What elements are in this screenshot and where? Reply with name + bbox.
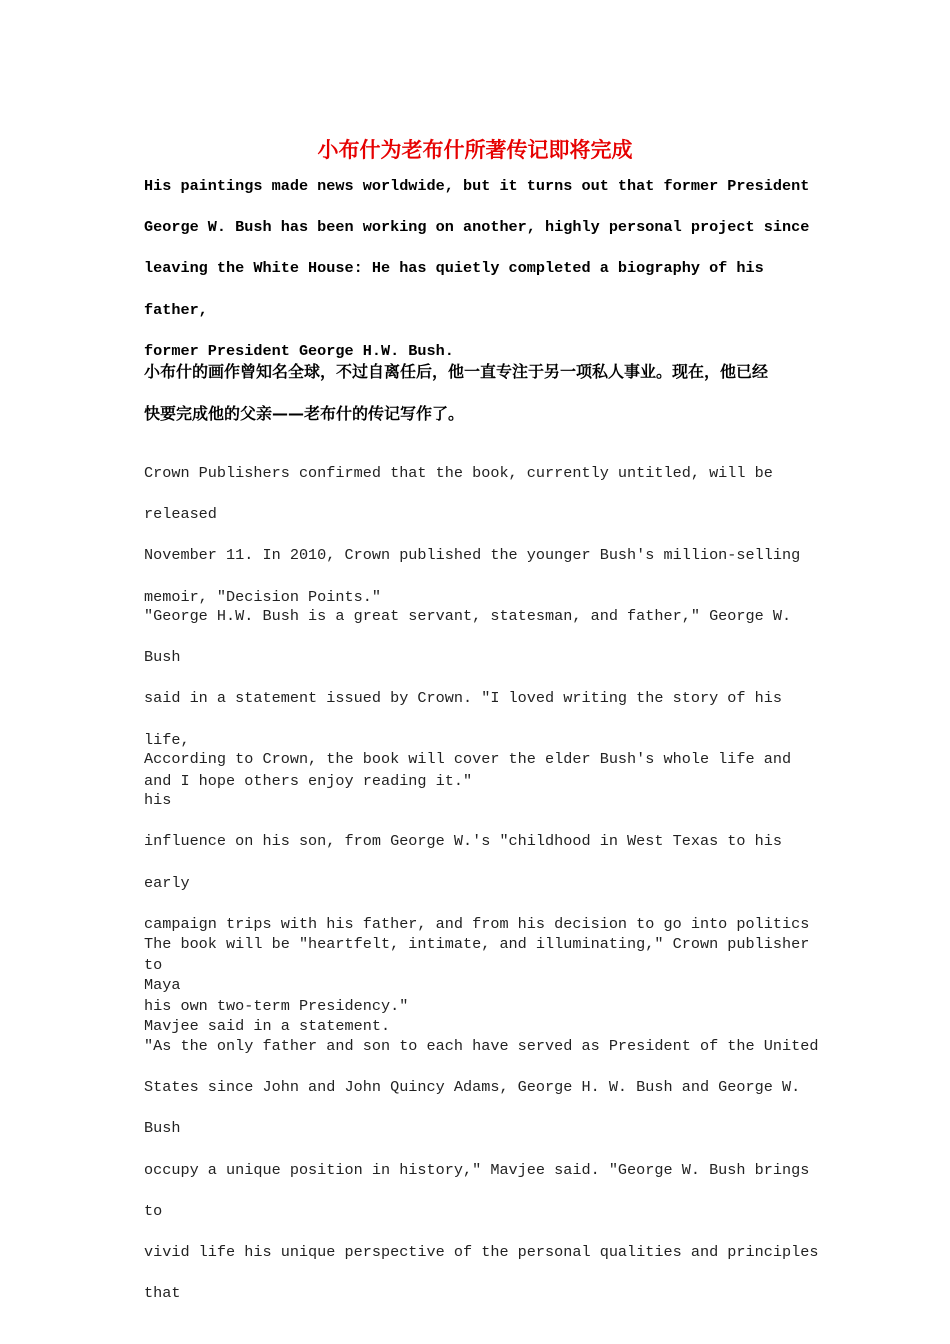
document-title: 小布什为老布什所著传记即将完成 <box>317 138 633 163</box>
paragraph-bush-quote: "George H.W. Bush is a great servant, statesman, and father," George W. Bush said in a statement issued by Crown. "I loved writing the story of his life, and I hope others enjoy reading it." <box>144 607 792 790</box>
paragraph-publisher-confirmation: Crown Publishers confirmed that the book, currently untitled, will be released November 11. In 2010, Crown published the younger Bush's million-selling memoir, "Decision Points." <box>144 464 801 606</box>
paragraph-book-coverage: According to Crown, the book will cover the elder Bush's whole life and his influence on his son, from George W.'s "childhood in West Texas to his early campaign trips with his father, and from his decision to go into politics to his own two-term Presidency." <box>144 750 810 1016</box>
paragraph-publisher-description: The book will be "heartfelt, intimate, and illuminating," Crown publisher Maya Mavjee said in a statement. <box>144 935 810 1036</box>
paragraph-intro-english: His paintings made news worldwide, but it turns out that former President George W. Bush has been working on another, highly personal project since leaving the White House: He has quietly completed a biography of his father, former President George H.W. Bush. <box>144 177 810 360</box>
paragraph-mavjee-quote: "As the only father and son to each have served as President of the United States since John and John Quincy Adams, George H. W. Bush and George W. Bush occupy a unique position in history," Mavjee said. "George W. Bush brings to vivid life his unique perspective of the personal qualities and principles that <box>144 1037 819 1303</box>
paragraph-intro-chinese: 小布什的画作曾知名全球，不过自离任后，他一直专注于另一项私人事业。现在，他已经 快要完成他的父亲——老布什的传记写作了。 <box>144 362 769 423</box>
